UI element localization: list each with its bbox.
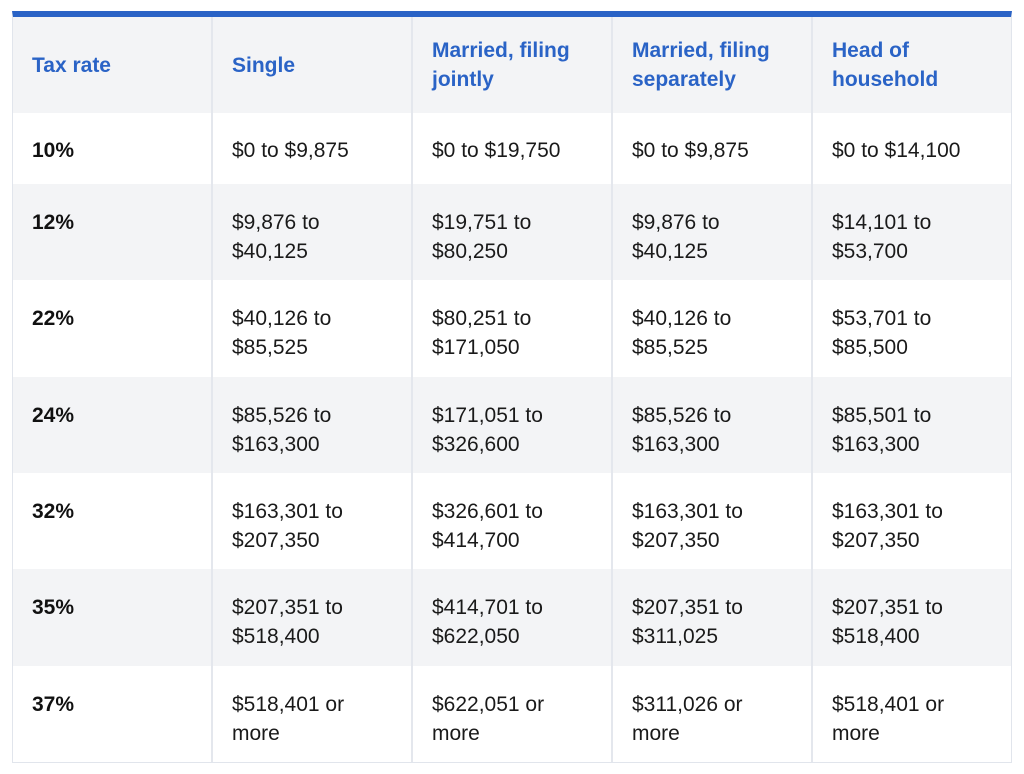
bracket-text-line: $163,301 to [832,499,943,523]
table-header [13,17,1011,113]
tax-rate-cell: 10% [32,139,75,162]
header-label-line: separately [632,68,736,91]
tax-rate-cell: 22% [32,307,75,331]
header-row [13,17,1011,113]
bracket-text-line: $518,401 or [232,692,345,716]
bracket-cell-married-separately [612,666,812,762]
header-label-line: Head of [832,39,910,62]
column-header-single [212,17,412,113]
bracket-text-line: $80,251 to [432,307,532,331]
bracket-text-line: $326,601 to [432,499,543,523]
tax-rate-cell: 37% [32,692,75,716]
column-header-married-separately [612,17,812,113]
bracket-cell-married-jointly [412,113,612,184]
bracket-text-line: more [632,721,680,745]
bracket-cell-single [212,280,412,376]
bracket-text-line: $163,300 [632,432,720,456]
bracket-text-line: more [432,721,480,745]
header-label-line: Married, filing [632,39,770,62]
bracket-cell-married-separately [612,113,812,184]
column-header-married-jointly [412,17,612,113]
tax-rate-cell: 12% [32,210,75,234]
tax-rate-cell: 24% [32,403,75,427]
bracket-text-line: $53,700 [832,239,908,263]
bracket-text-line: $207,350 [632,528,720,552]
bracket-text-line: $85,500 [832,336,908,360]
bracket-cell-married-jointly [412,473,612,569]
bracket-text-line: $0 to $9,875 [632,139,749,162]
bracket-cell-married-separately [612,377,812,473]
bracket-text-line: $40,126 to [632,307,732,331]
bracket-text-line: $40,125 [632,239,708,263]
bracket-cell-head-of-household [812,666,1011,762]
bracket-cell-head-of-household [812,113,1011,184]
bracket-text-line: $85,526 to [632,403,732,427]
bracket-cell-married-jointly [412,377,612,473]
table-row [13,113,1011,184]
bracket-text-line: $85,525 [232,336,308,360]
bracket-cell-single [212,473,412,569]
bracket-cell-head-of-household [812,377,1011,473]
bracket-cell-single [212,184,412,280]
bracket-cell-married-separately [612,569,812,665]
bracket-cell-single [212,377,412,473]
bracket-cell-married-separately [612,184,812,280]
bracket-text-line: $326,600 [432,432,520,456]
table-row [13,184,1011,280]
bracket-text-line: $163,301 to [632,499,743,523]
table-row [13,473,1011,569]
bracket-cell-married-separately [612,473,812,569]
header-label-line: Married, filing [432,39,570,62]
bracket-cell-single [212,666,412,762]
bracket-text-line: $414,700 [432,528,520,552]
bracket-text-line: $622,051 or [432,692,545,716]
bracket-text-line: $40,125 [232,239,308,263]
bracket-text-line: $311,026 or [632,692,743,716]
bracket-cell-single [212,569,412,665]
bracket-text-line: $207,351 to [232,596,343,620]
bracket-text-line: $53,701 to [832,307,932,331]
bracket-cell-head-of-household [812,569,1011,665]
tax-rate-cell: 35% [32,596,75,620]
header-label-line: Tax rate [32,53,111,77]
bracket-text-line: $207,351 to [632,596,743,620]
bracket-text-line: $85,525 [632,336,708,360]
bracket-text-line: $80,250 [432,239,508,263]
tax-table [13,17,1011,762]
bracket-cell-married-jointly [412,184,612,280]
table-row [13,666,1011,762]
bracket-text-line: $14,101 to [832,210,932,234]
bracket-text-line: $311,025 [632,625,719,649]
bracket-cell-married-jointly [412,666,612,762]
bracket-cell-married-jointly [412,280,612,376]
tax-brackets-table [12,11,1012,763]
header-label-line: jointly [432,68,494,91]
bracket-cell-married-separately [612,280,812,376]
header-label-line: Single [232,53,296,77]
bracket-cell-head-of-household [812,184,1011,280]
table-row [13,377,1011,473]
bracket-text-line: $0 to $14,100 [832,139,961,162]
table-body [13,113,1011,762]
bracket-text-line: $9,876 to [632,210,720,234]
column-header-tax-rate [13,17,212,113]
table-row [13,280,1011,376]
bracket-text-line: more [232,721,280,745]
bracket-text-line: $40,126 to [232,307,332,331]
bracket-text-line: more [832,721,880,745]
bracket-text-line: $0 to $9,875 [232,139,349,162]
bracket-text-line: $414,701 to [432,596,543,620]
bracket-text-line: $518,400 [832,625,920,649]
bracket-text-line: $0 to $19,750 [432,139,561,162]
bracket-text-line: $163,300 [832,432,920,456]
bracket-text-line: $622,050 [432,625,520,649]
tax-rate-cell: 32% [32,499,75,523]
column-header-head-of-household [812,17,1011,113]
bracket-text-line: $85,526 to [232,403,332,427]
bracket-text-line: $19,751 to [432,210,532,234]
bracket-text-line: $207,350 [232,528,320,552]
bracket-text-line: $163,301 to [232,499,343,523]
bracket-text-line: $207,350 [832,528,920,552]
bracket-text-line: $171,050 [432,336,520,360]
bracket-text-line: $9,876 to [232,210,320,234]
bracket-text-line: $518,401 or [832,692,945,716]
bracket-cell-married-jointly [412,569,612,665]
header-label-line: household [832,68,939,91]
bracket-cell-head-of-household [812,473,1011,569]
bracket-cell-head-of-household [812,280,1011,376]
bracket-text-line: $163,300 [232,432,320,456]
bracket-text-line: $85,501 to [832,403,932,427]
bracket-text-line: $207,351 to [832,596,943,620]
bracket-cell-single [212,113,412,184]
bracket-text-line: $518,400 [232,625,320,649]
bracket-text-line: $171,051 to [432,403,543,427]
table-row [13,569,1011,665]
